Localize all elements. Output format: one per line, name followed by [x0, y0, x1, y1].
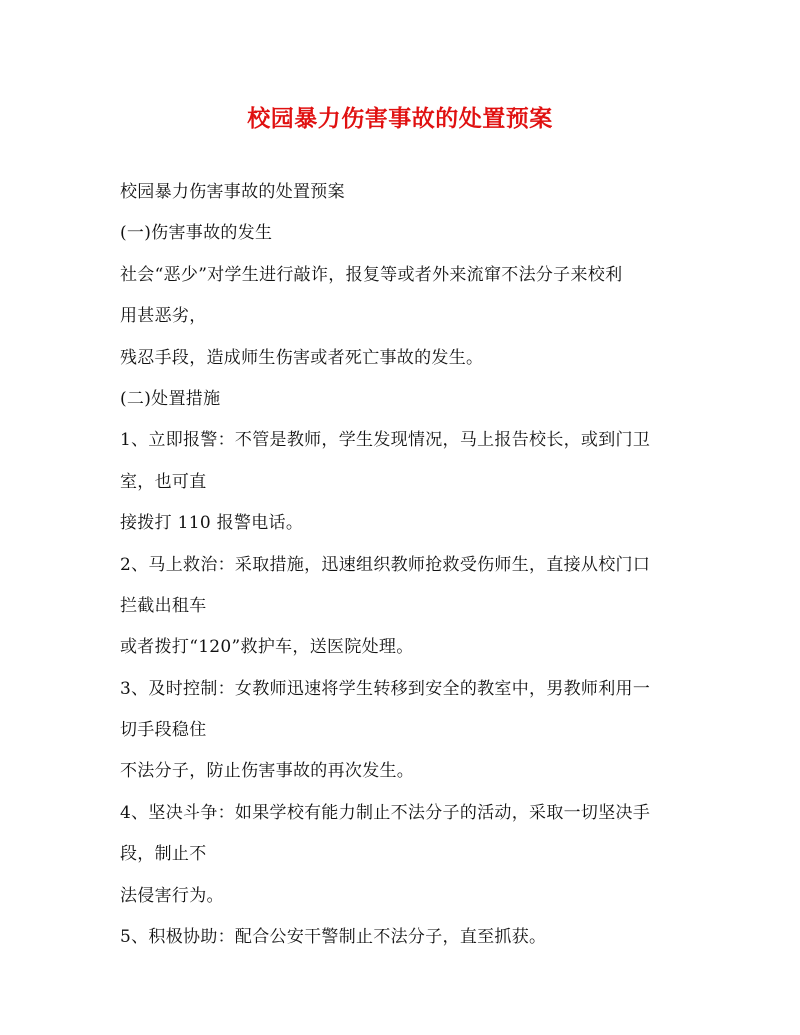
text-line: 残忍手段，造成师生伤害或者死亡事故的发生。	[120, 347, 484, 368]
text-line: 室，也可直	[120, 471, 207, 492]
text-line: 用甚恶劣，	[120, 306, 207, 327]
section-heading-2: (二)处置措施	[120, 388, 221, 409]
text-line: 接拨打 110 报警电话。	[120, 513, 304, 534]
text-line: 不法分子，防止伤害事故的再次发生。	[120, 761, 415, 782]
list-item-1: 1、立即报警：不管是教师，学生发现情况，马上报告校长，或到门卫	[120, 430, 651, 451]
text-line: 段，制止不	[120, 844, 207, 865]
text-line: 法侵害行为。	[120, 885, 224, 906]
text-line: 或者拨打“120”救护车，送医院处理。	[120, 637, 414, 658]
document-body	[120, 172, 685, 958]
list-item-5: 5、积极协助：配合公安干警制止不法分子，直至抓获。	[120, 927, 547, 948]
text-line: 拦截出租车	[120, 595, 207, 616]
section-heading-1: (一)伤害事故的发生	[120, 223, 273, 244]
list-item-3: 3、及时控制：女教师迅速将学生转移到安全的教室中，男教师利用一	[120, 678, 651, 699]
text-line: 社会“恶少”对学生进行敲诈，报复等或者外来流窜不法分子来校利	[120, 264, 623, 285]
list-item-2: 2、马上救治：采取措施，迅速组织教师抢救受伤师生，直接从校门口	[120, 554, 651, 575]
text-line: 切手段稳住	[120, 720, 207, 741]
page-title: 校园暴力伤害事故的处置预案	[247, 105, 553, 132]
subtitle-line: 校园暴力伤害事故的处置预案	[120, 182, 345, 202]
list-item-4: 4、坚决斗争：如果学校有能力制止不法分子的活动，采取一切坚决手	[120, 802, 651, 823]
